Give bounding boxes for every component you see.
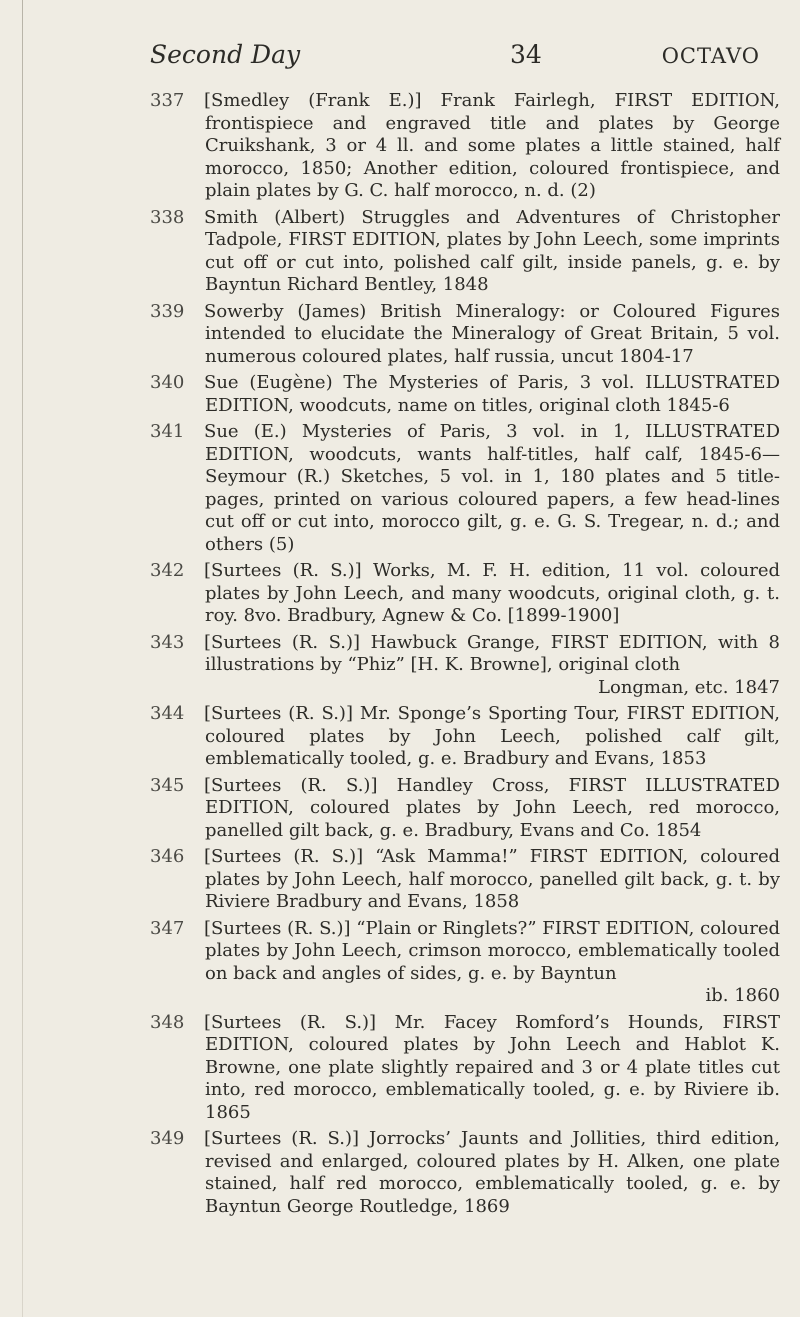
lot-description: [Surtees (R. S.)] “Ask Mamma!” FIRST EDITION, coloured plates by John Leech, half morocco, panelled gilt back, g. t. by Riviere Bradbury and Evans, 1858 [204,846,780,912]
lot-description: Smith (Albert) Struggles and Adventures of Christopher Tadpole, FIRST EDITION, plates by John Leech, some imprints cut off or cut into, polished calf gilt, inside panels, g. e. by Bayntun Richard Bentley, 1848 [204,206,780,295]
lot-number: 349 [150,1128,185,1149]
lot-description: [Surtees (R. S.)] Works, M. F. H. edition, 11 vol. coloured plates by John Leech, and many woodcuts, original cloth, g. t. roy. 8vo. Bradbury, Agnew & Co. [1899-1900] [204,560,780,626]
lot-entry [150,372,780,417]
lot-number: 344 [150,703,185,724]
lot-publisher: Longman, etc. 1847 [598,676,780,698]
lot-description: [Smedley (Frank E.)] Frank Fairlegh, FIRST EDITION, frontispiece and engraved title and plates by George Cruikshank, 3 or 4 ll. and some plates a little stained, half morocco, 1850; Another edition, coloured frontispiece, and plain plates by G. C. half morocco, n. d. (2) [204,90,780,201]
lot-entry [150,301,780,369]
lot-number: 340 [150,372,185,393]
header-page-number: 34 [510,40,542,69]
lot-description: Sowerby (James) British Mineralogy: or Coloured Figures intended to elucidate the Mineralogy of Great Britain, 5 vol. numerous coloured plates, half russia, uncut 1804-17 [204,300,780,367]
lot-list [150,90,780,1222]
lot-number: 337 [150,90,185,111]
lot-number: 338 [150,206,185,228]
lot-description: [Surtees (R. S.)] Hawbuck Grange, FIRST EDITION, with 8 illustrations by “Phiz” [H. K. Browne], original cloth [204,631,780,675]
lot-entry [150,846,780,914]
lot-entry [150,421,780,556]
lot-description: [Surtees (R. S.)] Jorrocks’ Jaunts and Jollities, third edition, revised and enlarged, coloured plates by H. Alken, one plate stained, half red morocco, emblematically tooled, g. e. by Bayntun George Routledge, 1869 [204,1128,780,1217]
lot-entry [150,918,780,1008]
lot-entry [150,1128,780,1218]
lot-number: 347 [150,917,185,939]
lot-entry [150,703,780,771]
lot-number: 345 [150,774,185,796]
page-edge-shadow [22,0,23,1317]
lot-number: 346 [150,846,185,867]
lot-entry [150,560,780,628]
header-format: OCTAVO [661,44,760,68]
lot-number: 341 [150,421,185,442]
header-day: Second Day [150,40,301,69]
lot-description: [Surtees (R. S.)] Mr. Facey Romford’s Hounds, FIRST EDITION, coloured plates by John Leech and Hablot K. Browne, one plate slightly repaired and 3 or 4 plate titles cut into, red morocco, emblematically tooled, g. e. by Riviere ib. 1865 [204,1011,780,1123]
lot-entry [150,1012,780,1125]
lot-number: 339 [150,300,185,322]
lot-description: [Surtees (R. S.)] Handley Cross, FIRST ILLUSTRATED EDITION, coloured plates by John Leech, red morocco, panelled gilt back, g. e. Bradbury, Evans and Co. 1854 [204,774,780,841]
lot-entry [150,90,780,203]
lot-entry [150,207,780,297]
lot-description: Sue (Eugène) The Mysteries of Paris, 3 vol. ILLUSTRATED EDITION, woodcuts, name on titles, original cloth 1845-6 [204,372,780,416]
lot-description: Sue (E.) Mysteries of Paris, 3 vol. in 1, ILLUSTRATED EDITION, woodcuts, wants half-titles, half calf, 1845-6— Seymour (R.) Sketches, 5 vol. in 1, 180 plates and 5 title-pages, printed on various coloured papers, a few head-lines cut off or cut into, morocco gilt, g. e. G. S. Tregear, n. d.; and others (5) [204,421,780,555]
lot-number: 348 [150,1011,185,1033]
lot-description: [Surtees (R. S.)] Mr. Sponge’s Sporting Tour, FIRST EDITION, coloured plates by John Leech, polished calf gilt, emblematically tooled, g. e. Bradbury and Evans, 1853 [204,703,780,769]
lot-number: 343 [150,631,185,653]
lot-number: 342 [150,560,185,581]
lot-entry [150,775,780,843]
lot-description: [Surtees (R. S.)] “Plain or Ringlets?” FIRST EDITION, coloured plates by John Leech, crimson morocco, emblematically tooled on back and angles of sides, g. e. by Bayntun [204,917,780,984]
running-header [150,40,760,70]
lot-publisher: ib. 1860 [705,985,780,1006]
lot-entry [150,632,780,700]
